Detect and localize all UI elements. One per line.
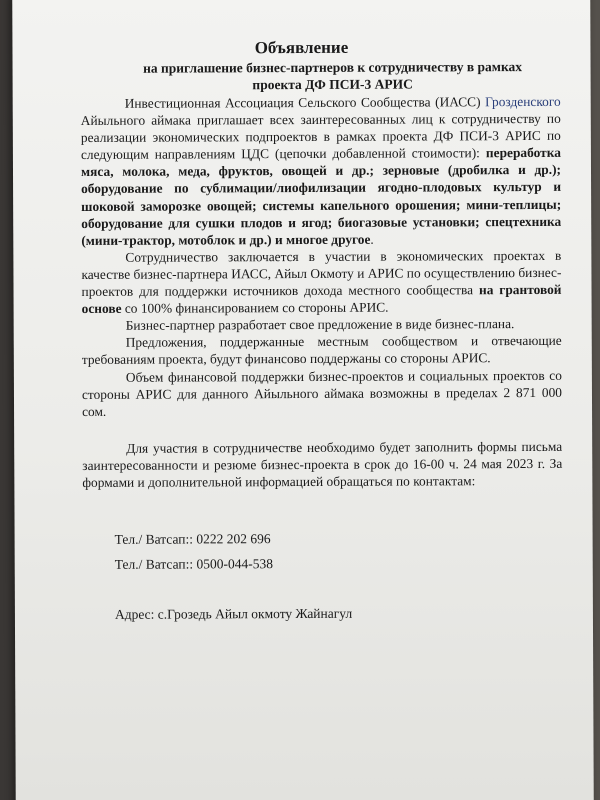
subtitle-line-2: проекта ДФ ПСИ-3 АРИС <box>252 76 413 93</box>
cooperation-end: со 100% финансированием со стороны АРИС. <box>124 299 389 316</box>
contact-address: Адрес: с.Грозедь Айыл окмоту Жайнагул <box>114 605 353 622</box>
paragraph-intro <box>81 93 562 249</box>
paragraph-business-plan: Бизнес-партнер разработает свое предложение в виде бизнес-плана. <box>125 316 515 333</box>
intro-end: . <box>370 231 374 247</box>
intro-rest: Айыльного аймака приглашает всех заинтересованных лиц к сотрудничеству по реализации экономических подпроектов в рамках проекта ДФ ПСИ-3 АРИС по следующим направлениям ЦДС (цепочки добавленной стоимости): <box>80 110 561 163</box>
announcement-body <box>81 93 563 491</box>
contact-phone-1: Тел./ Ватсап:: 0222 202 696 <box>114 531 271 547</box>
paragraph-participation: Для участия в сотрудничестве необходимо будет заполнить формы письма заинтересованности и резюме бизнес-проекта в срок до 16-00 ч. 24 мая 2023 г. За формами и дополнительной информацией обращаться по контактам: <box>82 438 563 490</box>
paragraph-proposals: Предложения, поддержанные местным сообществом и отвечающие требованиям проекта, будут финансово поддержаны со стороны АРИС. <box>81 333 562 368</box>
contact-phone-2: Тел./ Ватсап:: 0500-044-538 <box>114 556 273 572</box>
announcement-subtitle <box>133 58 533 94</box>
paragraph-cooperation <box>81 247 561 317</box>
intro-text: Инвестиционная Ассоциация Сельского Сообщества (ИАСС) <box>124 94 481 111</box>
paragraph-funding: Объем финансовой поддержки бизнес-проектов и социальных проектов со стороны АРИС для данного Айыльного аймака возможны в пределах 2 871 000 сом. <box>81 367 563 419</box>
announcement-title: Объявление <box>254 37 349 58</box>
subtitle-line-1: на приглашение бизнес-партнеров к сотрудничеству в рамках <box>143 59 523 76</box>
directions-list: переработка мяса, молока, меда, фруктов, овощей и др.; зерновые (дробилка и др.); оборудование по сублимации/лиофилизации ягодно-плодовых культур и шоковой заморозке овощей; системы капельного орошения; мини-теплицы; оборудование для сушки плодов и ягод; биогазовые установки; спецтехника (мини-трактор, мотоблок и др.) и многое другое <box>80 145 562 248</box>
cooperation-text: Сотрудничество заключается в участии в экономических проектах в качестве бизнес-партнера ИАСС, Айыл Окмоту и АРИС по осуществлению бизнес-проектов для поддержки источников дохода местного сообщества <box>81 247 562 299</box>
announcement-sheet <box>12 0 594 800</box>
spacer <box>82 418 562 440</box>
grant-basis: на грантовой основе <box>81 281 562 317</box>
city-name: Грозденского <box>485 93 561 110</box>
